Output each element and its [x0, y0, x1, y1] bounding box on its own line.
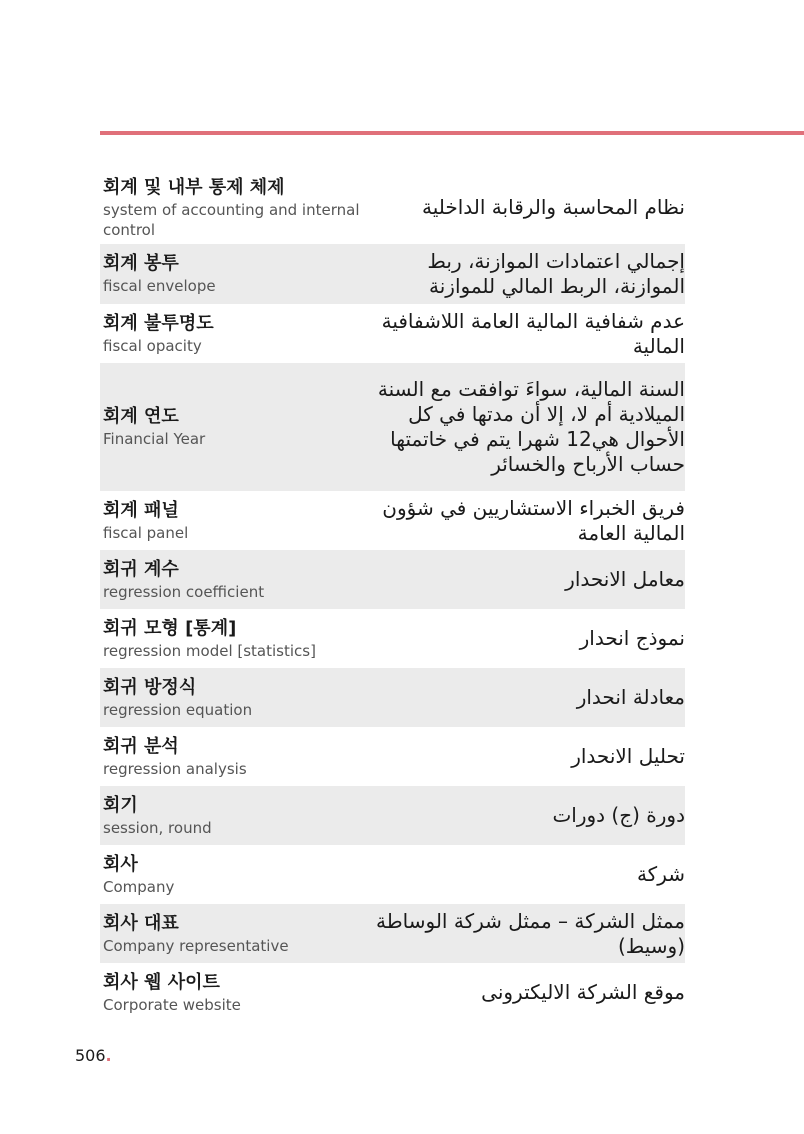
- korean-term: 회귀 계수: [103, 558, 179, 580]
- glossary-table: [100, 171, 685, 1022]
- english-term: regression coefficient: [103, 582, 265, 601]
- korean-term: 회사 웹 사이트: [103, 971, 220, 993]
- term-cell: [103, 735, 365, 779]
- english-term: fiscal envelope: [103, 277, 216, 295]
- english-term: Corporate website: [103, 995, 241, 1014]
- arabic-translation: شركة: [636, 862, 685, 886]
- term-cell: [103, 176, 365, 240]
- english-term: Company representative: [103, 936, 289, 955]
- glossary-entry: [100, 550, 685, 609]
- arabic-translation: معادلة انحدار: [576, 685, 685, 709]
- english-term: fiscal opacity: [103, 336, 202, 355]
- term-cell: [103, 853, 365, 897]
- term-cell: [103, 558, 365, 602]
- korean-term: 회사: [103, 853, 138, 875]
- glossary-entry: [100, 845, 685, 904]
- english-term: regression equation: [103, 700, 253, 719]
- glossary-entry: [100, 363, 685, 491]
- term-cell: [103, 971, 365, 1015]
- korean-term: 회계 패널: [103, 499, 179, 521]
- korean-term: 회사 대표: [103, 912, 179, 934]
- korean-term: 회계 불투명도: [103, 312, 214, 334]
- term-cell: [103, 794, 365, 838]
- glossary-entry: [100, 963, 685, 1022]
- page-number-dot: .: [105, 1046, 112, 1065]
- glossary-entry: [100, 491, 685, 550]
- arabic-translation: عدم شفافية المالية العامة اللاشفافية المالية: [381, 308, 685, 358]
- korean-term: 회계 연도: [103, 406, 179, 427]
- page-number: [75, 1046, 112, 1065]
- term-cell: [103, 405, 365, 449]
- glossary-entry: [100, 727, 685, 786]
- glossary-entry: [100, 668, 685, 727]
- term-cell: [103, 499, 365, 543]
- glossary-entry: [100, 786, 685, 845]
- english-term: system of accounting and internal control: [103, 200, 360, 239]
- english-term: session, round: [103, 818, 212, 837]
- arabic-translation: نظام المحاسبة والرقابة الداخلية: [422, 195, 685, 219]
- arabic-translation: فريق الخبراء الاستشاريين في شؤون المالية العامة: [382, 495, 685, 545]
- glossary-entry: [100, 609, 685, 668]
- arabic-translation: موقع الشركة الاليكترونى: [481, 980, 685, 1004]
- term-cell: [103, 252, 365, 296]
- english-term: regression model [statistics]: [103, 641, 316, 660]
- top-accent-rule: [100, 131, 804, 135]
- arabic-translation: السنة المالية، سواءَ توافقت مع السنة الميلادية أم لا، إلا أن مدتها في كل الأحوال هي12 شهرا يتم في خاتمتها حساب الأرباح والخسائر: [377, 377, 685, 476]
- korean-term: 회귀 방정식: [103, 676, 197, 698]
- arabic-translation: معامل الانحدار: [565, 567, 685, 591]
- glossary-entry: [100, 171, 685, 244]
- arabic-translation: ممثل الشركة – ممثل شركة الوساطة (وسيط): [376, 908, 685, 958]
- english-term: fiscal panel: [103, 523, 189, 542]
- glossary-entry: [100, 904, 685, 963]
- glossary-entry: [100, 304, 685, 363]
- english-term: regression analysis: [103, 759, 247, 778]
- english-term: Company: [103, 877, 175, 896]
- korean-term: 회귀 모형 [통계]: [103, 617, 237, 639]
- page-number-text: 506: [75, 1046, 106, 1065]
- korean-term: 회계 봉투: [103, 253, 179, 274]
- glossary-entry: [100, 244, 685, 304]
- term-cell: [103, 676, 365, 720]
- korean-term: 회귀 분석: [103, 735, 179, 757]
- term-cell: [103, 312, 365, 356]
- english-term: Financial Year: [103, 430, 206, 448]
- arabic-translation: دورة (ج) دورات: [552, 803, 685, 827]
- term-cell: [103, 912, 365, 956]
- arabic-translation: نموذج انحدار: [579, 626, 685, 650]
- korean-term: 회계 및 내부 통제 체제: [103, 176, 285, 198]
- arabic-translation: إجمالي اعتمادات الموازنة، ربط الموازنة، الربط المالي للموازنة: [427, 249, 685, 298]
- korean-term: 회기: [103, 794, 138, 816]
- term-cell: [103, 617, 365, 661]
- arabic-translation: تحليل الانحدار: [571, 744, 685, 768]
